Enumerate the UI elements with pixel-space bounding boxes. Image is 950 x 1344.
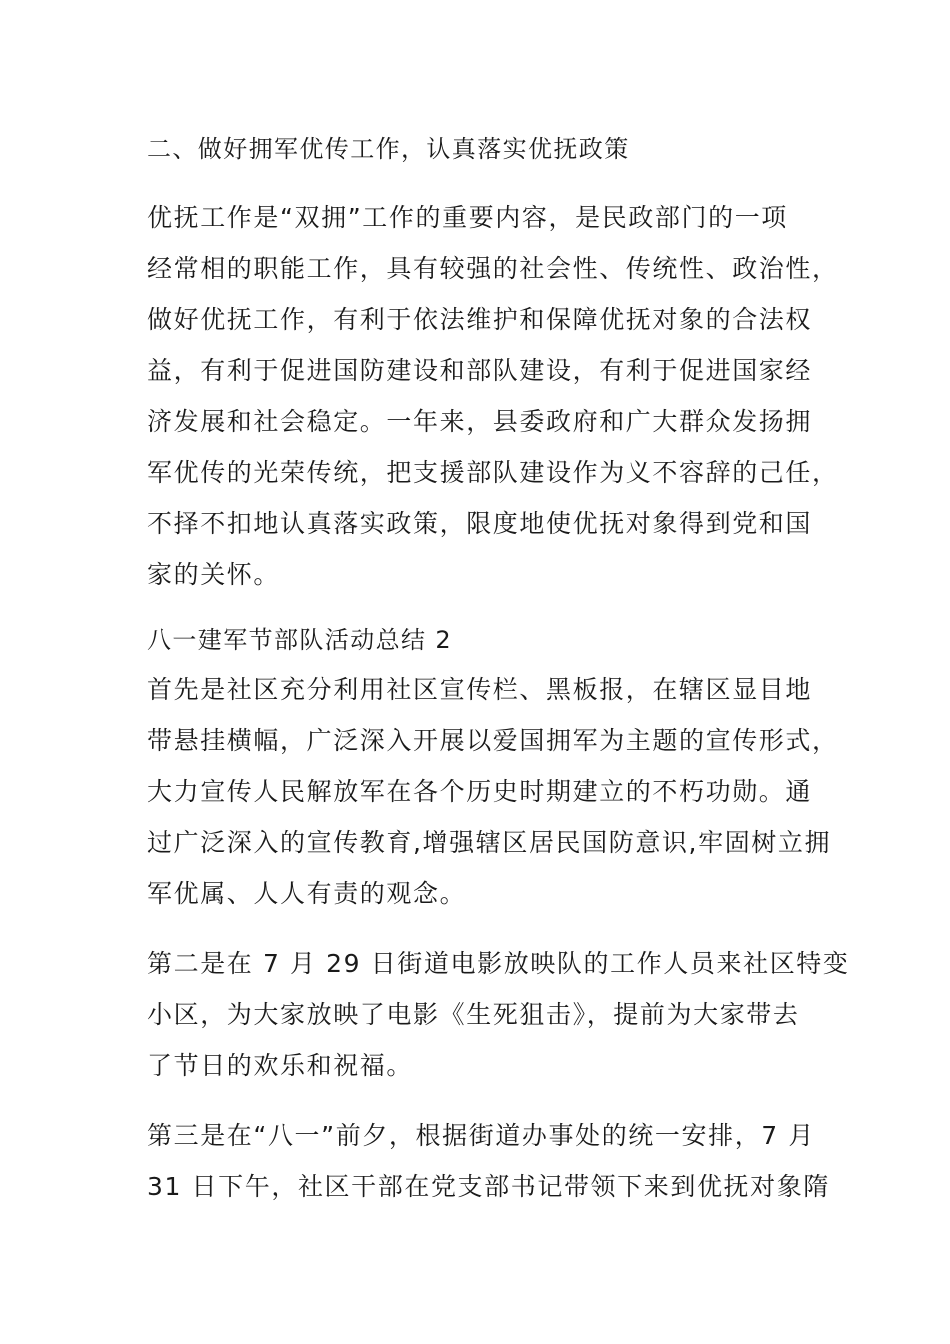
paragraph-line: 带悬挂横幅，广泛深入开展以爱国拥军为主题的宣传形式， [147, 726, 839, 755]
paragraph-line: 做好优抚工作，有利于依法维护和保障优抚对象的合法权 [147, 305, 813, 334]
paragraph-line: 了节日的欢乐和祝福。 [147, 1051, 414, 1080]
paragraph-line: 第三是在“八一”前夕，根据街道办事处的统一安排，7 月 [147, 1121, 815, 1150]
paragraph-line: 过广泛深入的宣传教育,增强辖区居民国防意识,牢固树立拥 [147, 828, 832, 857]
paragraph-line: 益，有利于促进国防建设和部队建设，有利于促进国家经 [147, 356, 813, 385]
paragraph-line: 优抚工作是“双拥”工作的重要内容，是民政部门的一项 [147, 203, 788, 232]
paragraph-line: 31 日下午，社区干部在党支部书记带领下来到优抚对象隋 [147, 1172, 830, 1201]
paragraph-line: 经常相的职能工作，具有较强的社会性、传统性、政治性， [147, 254, 839, 283]
paragraph-line: 第二是在 7 月 29 日街道电影放映队的工作人员来社区特变 [147, 949, 850, 978]
section-heading: 二、做好拥军优传工作，认真落实优抚政策 [147, 135, 630, 163]
subtitle: 八一建军节部队活动总结 2 [147, 626, 453, 654]
paragraph-line: 不择不扣地认真落实政策，限度地使优抚对象得到党和国 [147, 509, 813, 538]
paragraph-line: 军优属、人人有责的观念。 [147, 879, 467, 908]
paragraph-line: 首先是社区充分利用社区宣传栏、黑板报，在辖区显目地 [147, 675, 813, 704]
paragraph-line: 济发展和社会稳定。一年来，县委政府和广大群众发扬拥 [147, 407, 813, 436]
paragraph-line: 大力宣传人民解放军在各个历史时期建立的不朽功勋。通 [147, 777, 813, 806]
paragraph-line: 家的关怀。 [147, 560, 281, 589]
paragraph-line: 军优传的光荣传统，把支援部队建设作为义不容辞的己任， [147, 458, 839, 487]
paragraph-line: 小区，为大家放映了电影《生死狙击》，提前为大家带去 [147, 1000, 800, 1029]
